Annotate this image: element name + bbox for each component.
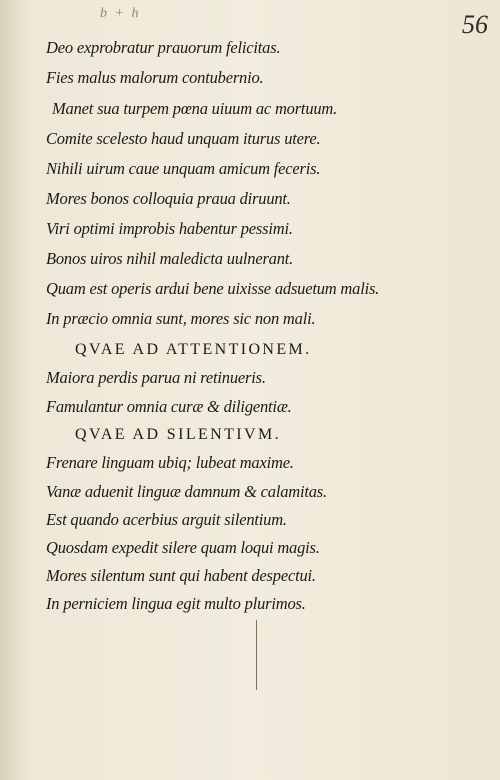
text-line: Frenare linguam ubiq; lubeat maxime.	[46, 453, 294, 472]
text-line: Est quando acerbius arguit silentium.	[46, 510, 287, 529]
text-line: Quam est operis ardui bene uixisse adsuetum malis.	[46, 279, 380, 298]
text-line: Quosdam expedit silere quam loqui magis.	[46, 538, 320, 557]
text-line: In præcio omnia sunt, mores sic non mali.	[46, 309, 316, 328]
ink-stroke	[256, 620, 257, 690]
text-line: In perniciem lingua egit multo plurimos.	[46, 594, 306, 613]
text-line: Bonos uiros nihil maledicta uulnerant.	[46, 249, 294, 268]
text-line: Viri optimi improbis habentur pessimi.	[46, 219, 293, 238]
text-line: Comite scelesto haud unquam iturus utere.	[46, 129, 321, 148]
marginalia: b + h	[100, 6, 141, 21]
text-line: Famulantur omnia curæ & diligentiæ.	[46, 397, 292, 416]
section-heading-silence: QVAE AD SILENTIVM.	[75, 426, 282, 443]
text-line: Manet sua turpem pœna uiuum ac mortuum.	[52, 99, 338, 118]
text-line: Nihili uirum caue unquam amicum feceris.	[46, 159, 321, 178]
text-line: Mores silentum sunt qui habent despectui.	[46, 566, 316, 585]
text-line: Vanæ aduenit linguæ damnum & calamitas.	[46, 482, 327, 501]
text-line: Fies malus malorum contubernio.	[46, 68, 264, 87]
page-edge	[0, 0, 26, 780]
text-line: Mores bonos colloquia praua diruunt.	[46, 189, 291, 208]
text-line: Maiora perdis parua ni retinueris.	[46, 368, 266, 387]
text-line: Deo exprobratur prauorum felicitas.	[46, 38, 281, 57]
page-number: 56	[462, 10, 488, 39]
section-heading-attention: QVAE AD ATTENTIONEM.	[75, 341, 312, 358]
